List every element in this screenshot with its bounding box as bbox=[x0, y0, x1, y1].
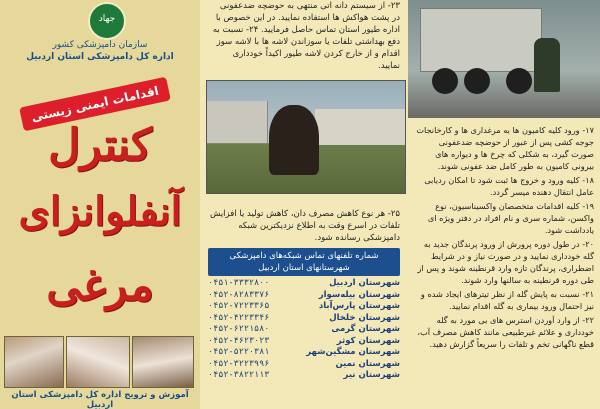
shed-shape bbox=[207, 101, 268, 143]
phone-number: ۰۴۵۲-۸۲۸۳۳۷۶ bbox=[208, 289, 270, 300]
title-line-3: مرغی bbox=[46, 260, 154, 311]
phone-number: ۰۴۵۲-۶۲۲۱۵۸۰ bbox=[208, 324, 270, 334]
instructions-17-22 bbox=[416, 124, 594, 352]
city-name: شهرستان خلخال bbox=[329, 312, 400, 323]
phone-row bbox=[208, 301, 400, 313]
city-name: شهرستان مشگین‌شهر bbox=[306, 347, 400, 357]
bird-photos bbox=[4, 336, 194, 386]
org-line-1: سازمان دامپزشکی کشور bbox=[52, 40, 148, 50]
bird-photo bbox=[4, 336, 64, 388]
phone-row bbox=[208, 347, 400, 359]
instruction-item: ۲۲- از وارد آوردن استرس های بی مورد به گله خودداری و علائم غیرطبیعی مانند کاهش مصرف آب، قطع ناگهانی تخم و تلفات را سریعاً گزارش دهید. bbox=[417, 315, 594, 349]
instructions-23-24: ۲۳- از سیستم دانه اتی منتهی به حوضچه ضدعفونی در پشت هواکش ها استفاده نمایید. در این خصوص با اداره طیور استان تماس حاصل فرمایید. ۲۴- نسبت به دفع بهداشتی تلفات یا سوزاندن لاشه ها با لاشه سوز اقدام و از خارج کردن لاشه طیور اکیداً خودداری نمایید. bbox=[212, 1, 400, 71]
middle-panel bbox=[200, 0, 408, 409]
phone-number: ۰۴۵۲-۷۲۲۳۳۶۵ bbox=[208, 301, 270, 311]
phone-number: ۰۴۵۲-۴۶۲۳۰۲۳ bbox=[208, 335, 270, 346]
instruction-item: ۱۹- کلیه اقدامات متخصصان واکسیناسیون، نوع واکسن، شماره سری و نام افراد در دفتر ویژه ای یادداشت شود. bbox=[427, 201, 594, 235]
title-line-1: کنترل bbox=[48, 120, 152, 171]
phone-number: ۰۴۵۲-۳۲۲۳۹۹۶ bbox=[208, 358, 270, 369]
instruction-25: ۲۵- هر نوع کاهش مصرف دان، کاهش تولید یا افزایش تلفات در اسرع وقت به اطلاع نزدیکترین شبکه دامپزشکی رسانده شود. bbox=[209, 209, 400, 243]
phone-number: ۰۴۵۲-۳۸۲۲۱۱۳ bbox=[208, 370, 270, 380]
instruction-item: ۲۱- نسبت به پایش گله از نظر تیترهای ایجاد شده و نیز احتمال ورود بیماری به گله اقدام نمایید. bbox=[420, 289, 594, 311]
wheel-shape bbox=[432, 68, 458, 94]
city-name: شهرستان اردبیل bbox=[329, 278, 400, 288]
cover-footer: آموزش و ترویج اداره کل دامپزشکی استان اردبیل bbox=[11, 390, 189, 409]
city-name: شهرستان بیله‌سوار bbox=[318, 289, 400, 300]
phone-number: ۰۴۵۲-۵۲۲۰۳۸۱ bbox=[208, 347, 270, 357]
instruction-item: ۱۷- ورود کلیه کامیون ها به مرغداری ها و کارخانجات جوجه کشی پس از عبور از حوضچه ضدعفونی صورت گیرد، به شکلی که چرخ ها و دیواره های بیرونی کامیون به طور کامل ضد عفونی شوند. bbox=[416, 125, 594, 171]
city-name: شهرستان پارس‌آباد bbox=[318, 301, 400, 311]
phone-number: ۰۴۵۲-۴۲۲۳۳۴۶ bbox=[208, 312, 270, 323]
phone-row bbox=[208, 359, 400, 371]
cover-panel bbox=[0, 0, 200, 409]
phone-row bbox=[208, 278, 400, 290]
wheel-shape bbox=[464, 68, 490, 94]
phone-list bbox=[208, 278, 400, 382]
city-name: شهرستان کوثر bbox=[336, 335, 400, 346]
phone-row bbox=[208, 290, 400, 302]
phone-row bbox=[208, 370, 400, 382]
phone-number: ۰۴۵۱-۳۳۳۲۸۰۰ bbox=[208, 278, 270, 288]
carcass-incinerator bbox=[269, 105, 319, 175]
shed-shape bbox=[315, 109, 405, 145]
worker-figure bbox=[534, 38, 560, 92]
city-name: شهرستان نیر bbox=[343, 370, 400, 380]
bird-photo bbox=[132, 336, 194, 388]
phone-row bbox=[208, 336, 400, 348]
right-panel bbox=[408, 0, 600, 409]
phone-list-header: شماره تلفنهای تماس شبکه‌های دامپزشکی شهرستانهای استان اردبیل bbox=[208, 248, 400, 276]
phone-row bbox=[208, 324, 400, 336]
org-line-2: اداره کل دامپزشکی استان اردبیل bbox=[26, 52, 174, 62]
phone-row bbox=[208, 313, 400, 325]
bird-photo bbox=[66, 336, 130, 388]
truck-disinfection-photo bbox=[408, 0, 600, 118]
organization-emblem: جهاد bbox=[88, 2, 126, 40]
city-name: شهرستان گرمی bbox=[331, 324, 400, 334]
wheel-shape bbox=[506, 68, 532, 94]
incinerator-photo bbox=[206, 80, 406, 194]
instruction-item: ۱۸- کلیه ورود و خروج ها ثبت شود تا امکان ردیابی عامل انتقال دهنده میسر گردد. bbox=[424, 175, 594, 197]
city-name: شهرستان نمین bbox=[335, 358, 400, 369]
title-line-2: آنفلوانزای bbox=[18, 188, 182, 235]
instruction-item: ۲۰- در طول دوره پرورش از ورود پرندگان جدید به گله خودداری نمایید و در صورت نیاز و در شرایط اضطراری، پرندگان تازه وارد قرنطینه شوند و پس از طی دوره قرنطینه به سالنها وارد شوند. bbox=[417, 239, 594, 285]
biosecurity-badge: اقدامات ایمنی زیستی bbox=[19, 77, 171, 132]
truck-shape bbox=[420, 8, 542, 72]
